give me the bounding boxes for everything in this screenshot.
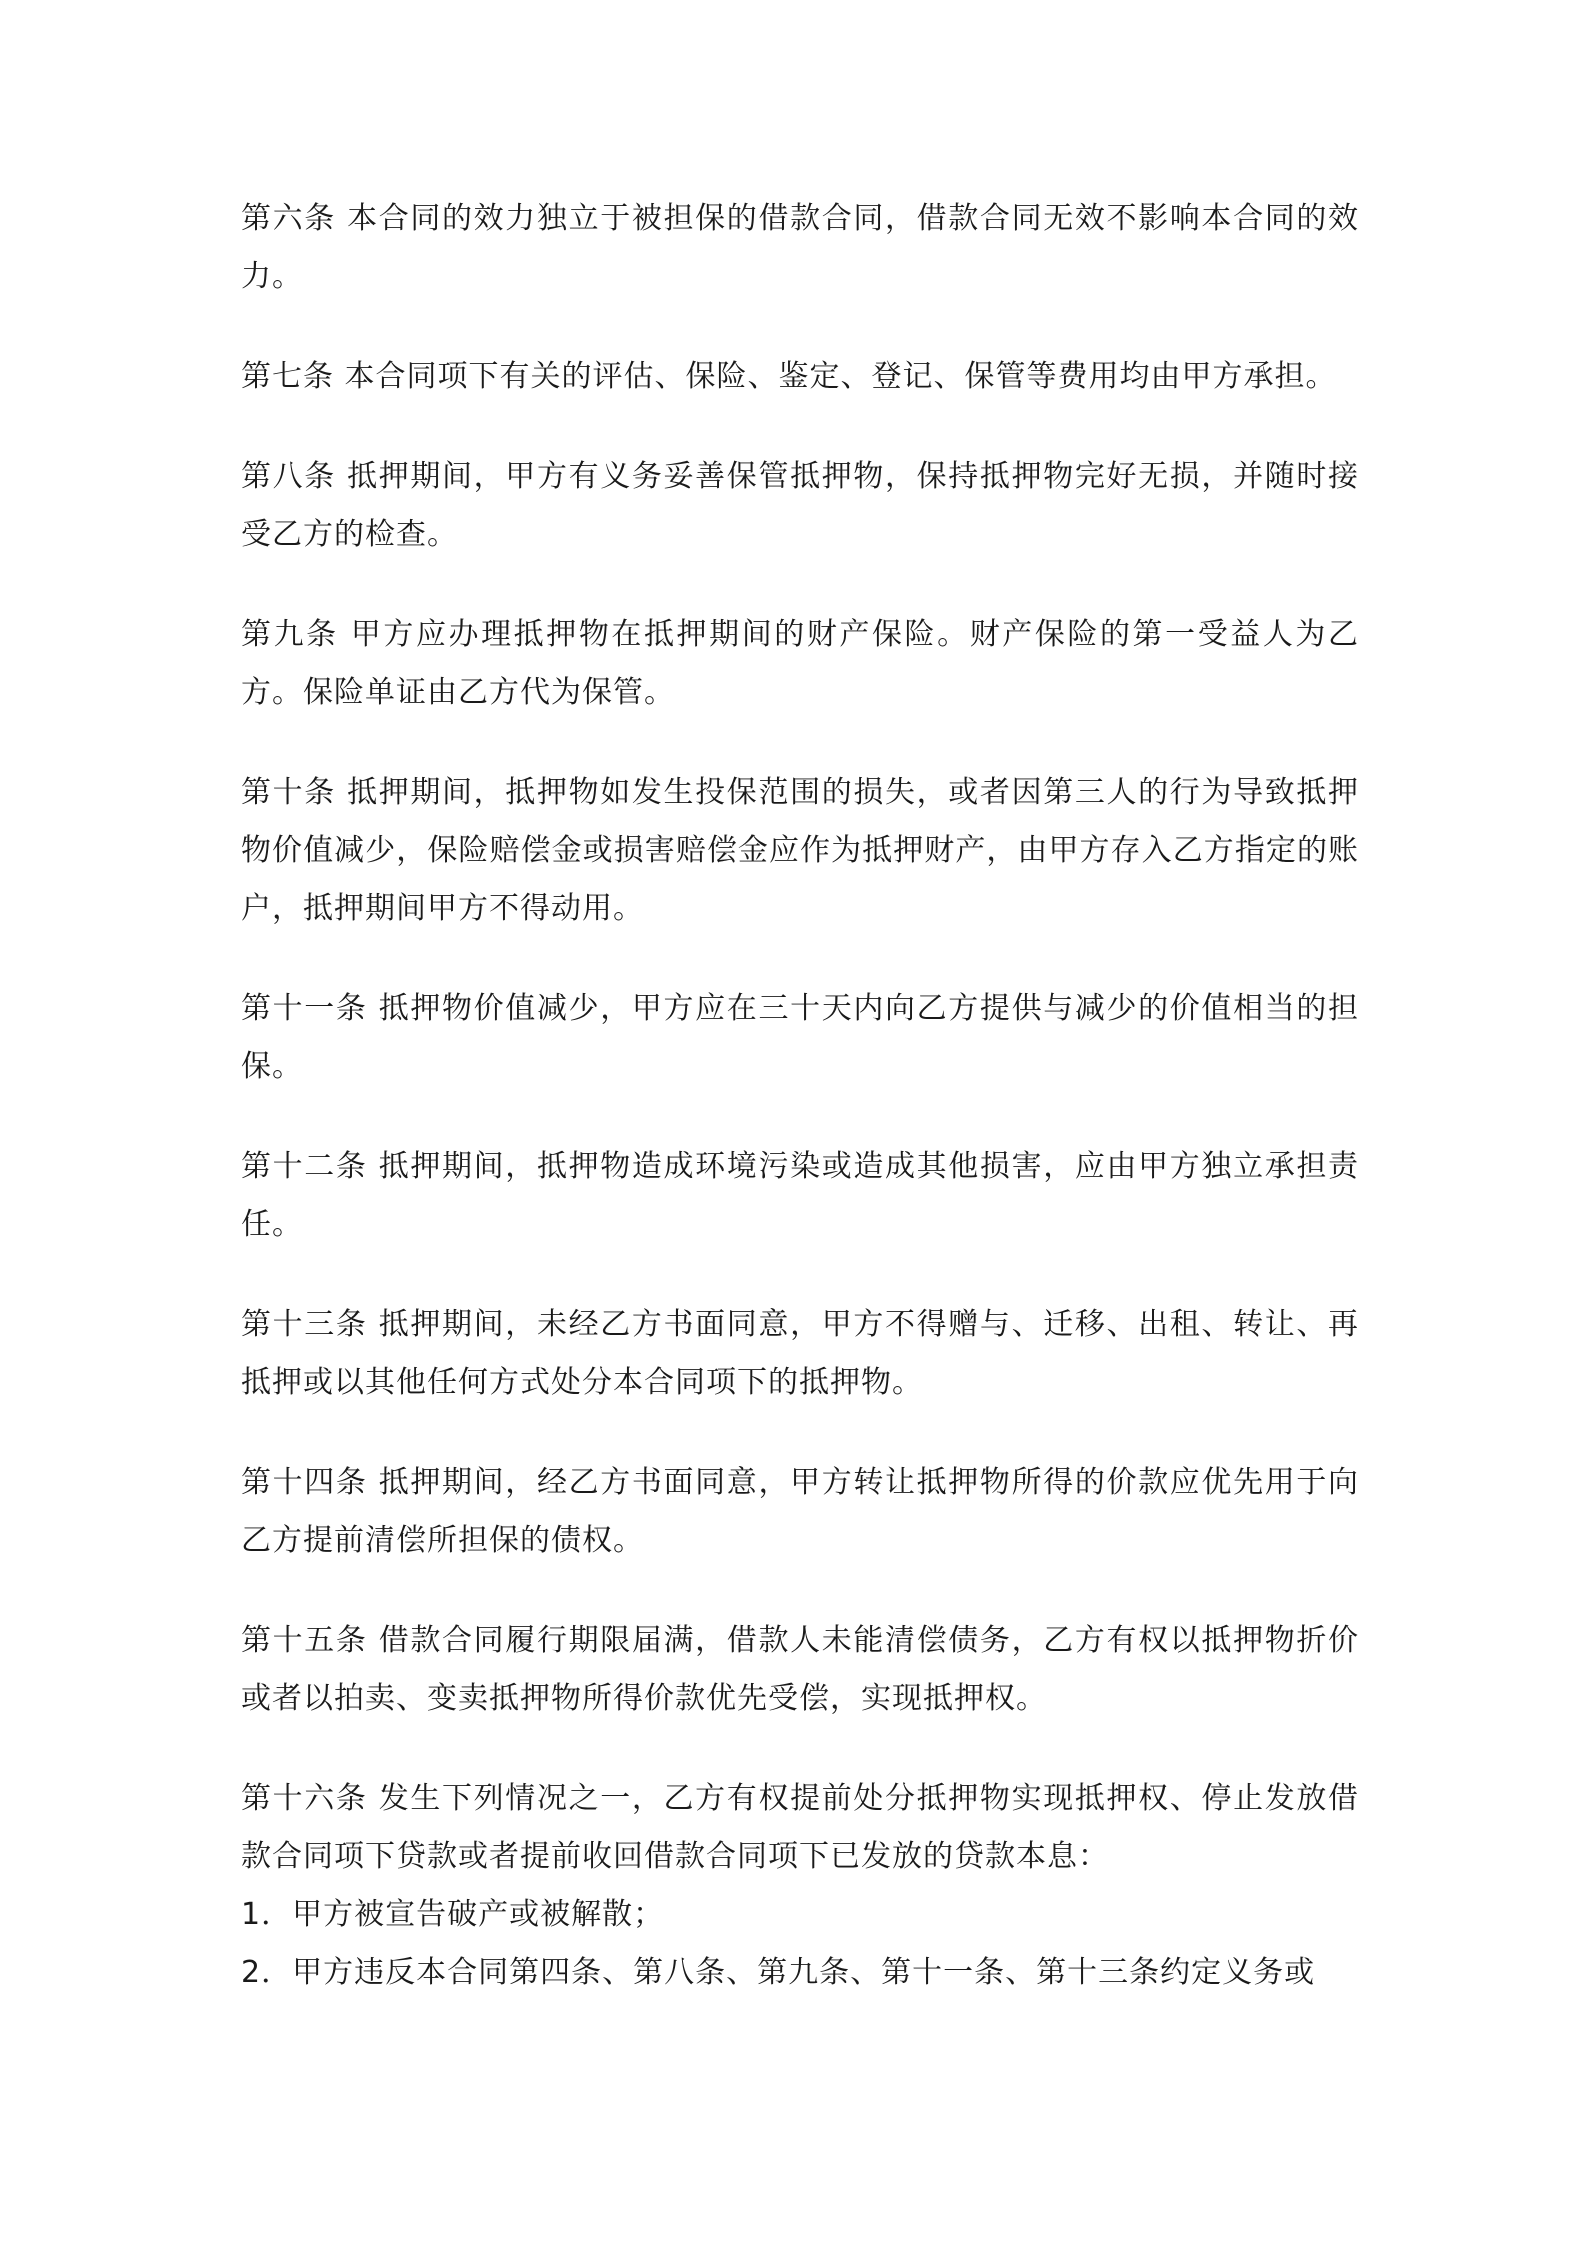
article-8: 第八条 抵押期间，甲方有义务妥善保管抵押物，保持抵押物完好无损，并随时接受乙方的检查。 xyxy=(241,459,1359,552)
article-16: 第十六条 发生下列情况之一，乙方有权提前处分抵押物实现抵押权、停止发放借款合同项下贷款或者提前收回借款合同项下已发放的贷款本息： xyxy=(241,1781,1359,1874)
article-16-item-2: 2．甲方违反本合同第四条、第八条、第九条、第十一条、第十三条约定义务或 xyxy=(241,1955,1316,1990)
document-body xyxy=(241,190,1359,2002)
article-13: 第十三条 抵押期间，未经乙方书面同意，甲方不得赠与、迁移、出租、转让、再抵押或以其他任何方式处分本合同项下的抵押物。 xyxy=(241,1307,1359,1400)
article-15: 第十五条 借款合同履行期限届满，借款人未能清偿债务，乙方有权以抵押物折价或者以拍卖、变卖抵押物所得价款优先受偿，实现抵押权。 xyxy=(241,1623,1359,1716)
article-6: 第六条 本合同的效力独立于被担保的借款合同，借款合同无效不影响本合同的效力。 xyxy=(241,201,1359,294)
article-14: 第十四条 抵押期间，经乙方书面同意，甲方转让抵押物所得的价款应优先用于向乙方提前清偿所担保的债权。 xyxy=(241,1465,1359,1558)
article-16-item-1: 1．甲方被宣告破产或被解散； xyxy=(241,1897,665,1932)
article-11: 第十一条 抵押物价值减少，甲方应在三十天内向乙方提供与减少的价值相当的担保。 xyxy=(241,991,1359,1084)
article-7: 第七条 本合同项下有关的评估、保险、鉴定、登记、保管等费用均由甲方承担。 xyxy=(241,359,1337,394)
article-10: 第十条 抵押期间，抵押物如发生投保范围的损失，或者因第三人的行为导致抵押物价值减少，保险赔偿金或损害赔偿金应作为抵押财产，由甲方存入乙方指定的账户，抵押期间甲方不得动用。 xyxy=(241,775,1359,926)
article-12: 第十二条 抵押期间，抵押物造成环境污染或造成其他损害，应由甲方独立承担责任。 xyxy=(241,1149,1359,1242)
article-9: 第九条 甲方应办理抵押物在抵押期间的财产保险。财产保险的第一受益人为乙方。保险单证由乙方代为保管。 xyxy=(241,617,1359,710)
